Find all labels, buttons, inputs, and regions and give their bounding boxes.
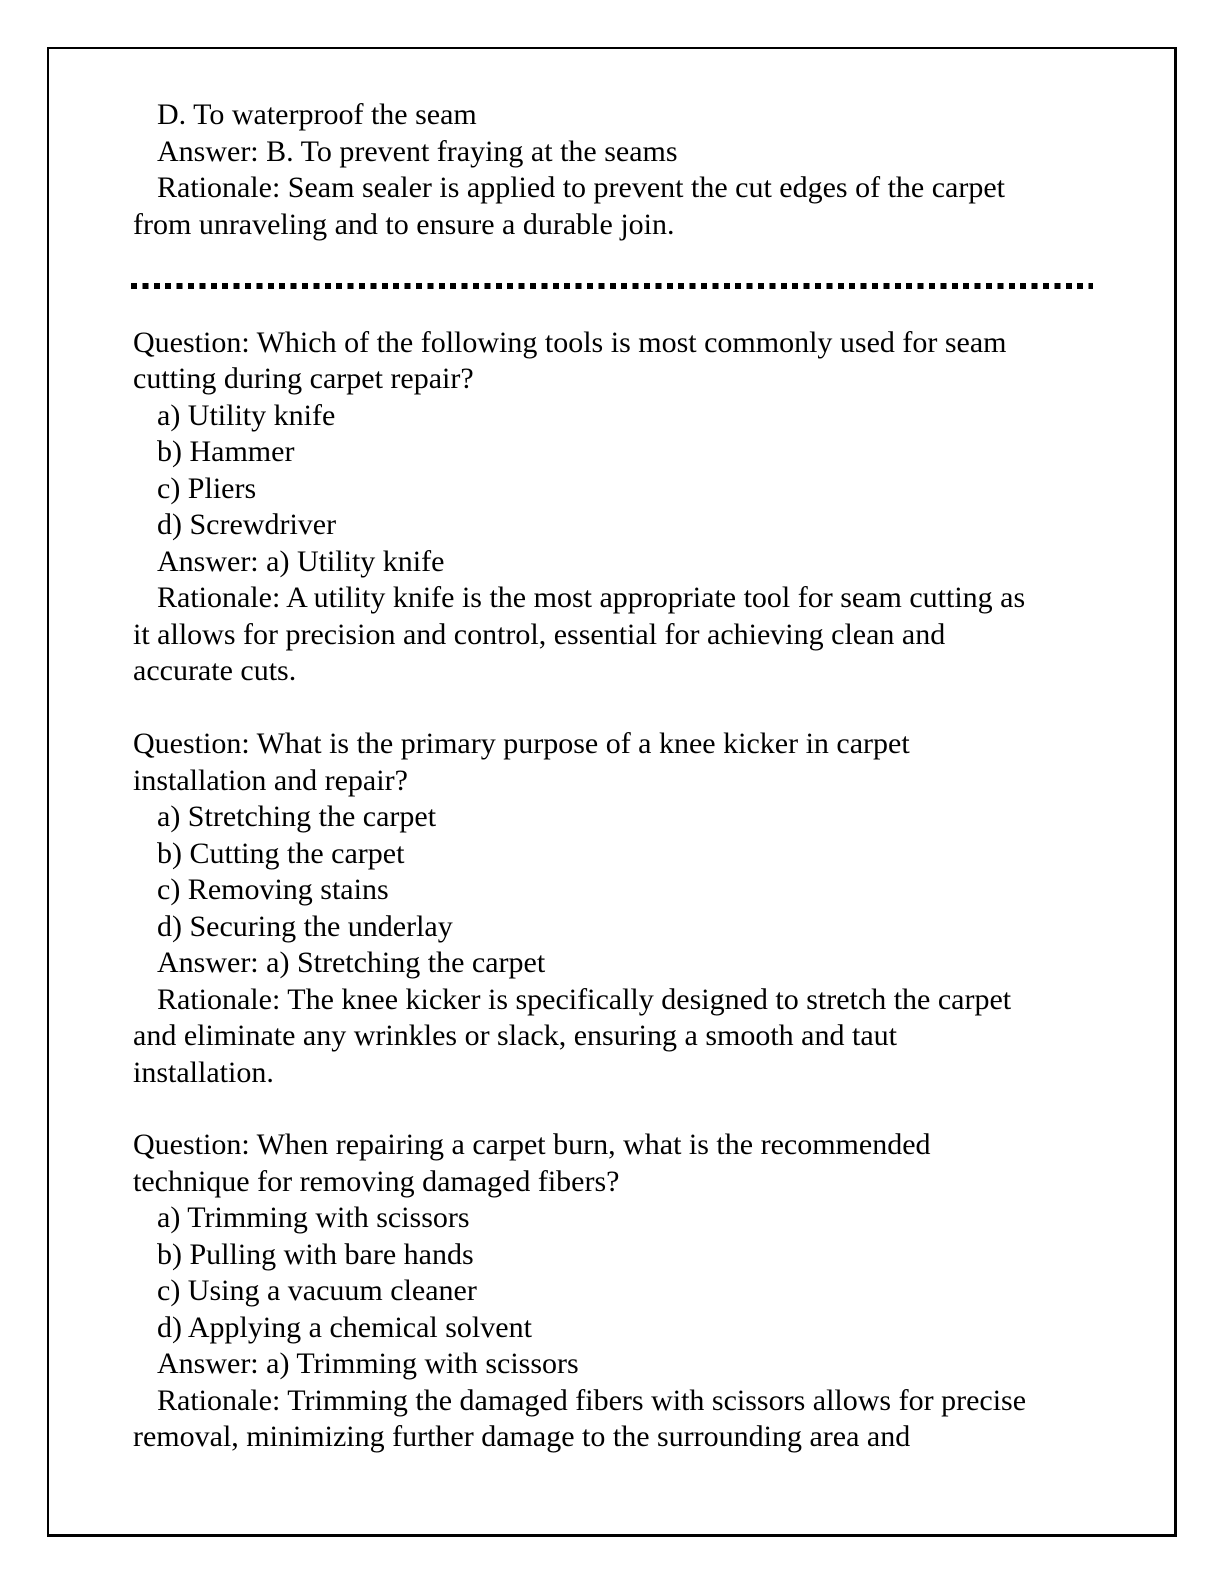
question-2-answer: Answer: a) Stretching the carpet xyxy=(157,946,546,979)
question-3-rationale-continued: removal, minimizing further damage to the surrounding area and xyxy=(133,1420,911,1453)
question-3-text: Question: When repairing a carpet burn, what is the recommended xyxy=(133,1128,931,1161)
previous-rationale-continued: from unraveling and to ensure a durable join. xyxy=(133,208,675,241)
question-3-answer: Answer: a) Trimming with scissors xyxy=(157,1347,579,1380)
question-2-option-d: d) Securing the underlay xyxy=(157,910,453,943)
question-1-rationale-continued: it allows for precision and control, essential for achieving clean and xyxy=(133,618,946,651)
question-3-option-b: b) Pulling with bare hands xyxy=(157,1238,474,1271)
question-3-option-c: c) Using a vacuum cleaner xyxy=(157,1274,477,1307)
question-3-text-continued: technique for removing damaged fibers? xyxy=(133,1165,620,1198)
question-3-option-d: d) Applying a chemical solvent xyxy=(157,1311,532,1344)
question-2-rationale-end: installation. xyxy=(133,1056,274,1089)
question-1-rationale: Rationale: A utility knife is the most appropriate tool for seam cutting as xyxy=(157,581,1026,614)
question-1-option-b: b) Hammer xyxy=(157,435,295,468)
question-2-option-a: a) Stretching the carpet xyxy=(157,800,437,833)
question-2-rationale-continued: and eliminate any wrinkles or slack, ensuring a smooth and taut xyxy=(133,1019,897,1052)
previous-answer: Answer: B. To prevent fraying at the seams xyxy=(157,135,678,168)
previous-option-d: D. To waterproof the seam xyxy=(157,98,477,131)
question-2-option-b: b) Cutting the carpet xyxy=(157,837,405,870)
question-2-text: Question: What is the primary purpose of a knee kicker in carpet xyxy=(133,727,910,760)
question-2-option-c: c) Removing stains xyxy=(157,873,389,906)
question-1-answer: Answer: a) Utility knife xyxy=(157,545,445,578)
question-1-rationale-end: accurate cuts. xyxy=(133,654,297,687)
question-1-text: Question: Which of the following tools is most commonly used for seam xyxy=(133,326,1007,359)
question-2-text-continued: installation and repair? xyxy=(133,764,408,797)
question-1-option-a: a) Utility knife xyxy=(157,399,336,432)
question-1-text-continued: cutting during carpet repair? xyxy=(133,362,474,395)
previous-rationale: Rationale: Seam sealer is applied to prevent the cut edges of the carpet xyxy=(157,171,1006,204)
question-3-rationale: Rationale: Trimming the damaged fibers with scissors allows for precise xyxy=(157,1384,1027,1417)
question-3-option-a: a) Trimming with scissors xyxy=(157,1201,470,1234)
question-1-option-d: d) Screwdriver xyxy=(157,508,337,541)
dotted-separator xyxy=(131,283,1093,289)
question-2-rationale: Rationale: The knee kicker is specifically designed to stretch the carpet xyxy=(157,983,1012,1016)
question-1-option-c: c) Pliers xyxy=(157,472,257,505)
